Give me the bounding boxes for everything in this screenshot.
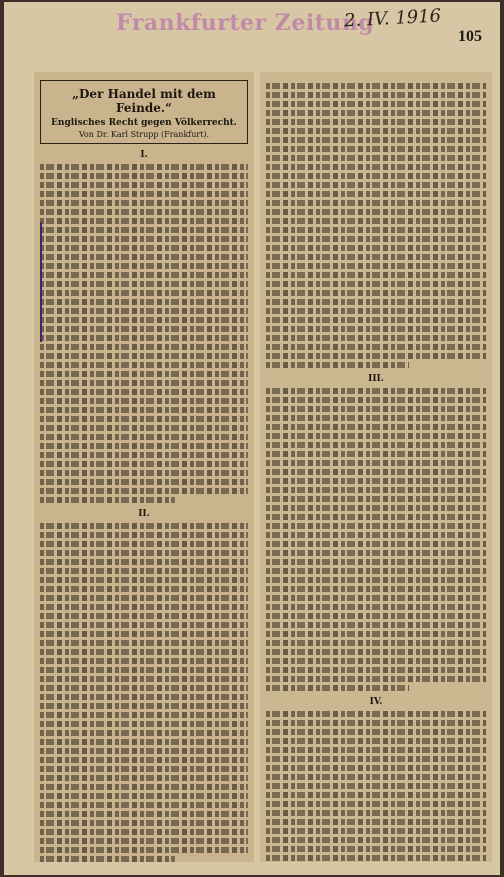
text-line: [40, 667, 248, 673]
text-line: [266, 128, 486, 134]
text-line: [40, 479, 248, 485]
text-line: [40, 443, 248, 449]
text-line: [40, 425, 248, 431]
section-heading-2: II.: [138, 509, 150, 519]
text-line: [40, 532, 248, 538]
text-line: [40, 586, 248, 592]
text-line: [266, 137, 486, 143]
text-line: [40, 829, 248, 835]
text-line: [266, 245, 486, 251]
page-number: 105: [458, 28, 482, 45]
text-line: [40, 748, 248, 754]
text-line: [266, 191, 486, 197]
text-line: [266, 649, 486, 655]
text-line: [40, 793, 248, 799]
text-line: [266, 846, 486, 852]
text-line: [40, 685, 248, 691]
text-line: [266, 586, 486, 592]
text-line: [266, 514, 486, 520]
article-subtitle: Englisches Recht gegen Völkerrecht.: [51, 118, 237, 128]
text-line: [40, 272, 248, 278]
text-line: [266, 460, 486, 466]
text-line: [40, 613, 248, 619]
text-line: [266, 505, 486, 511]
text-line: [266, 478, 486, 484]
text-line: [40, 263, 248, 269]
text-line: [266, 550, 486, 556]
text-line: [266, 272, 486, 278]
article-title: „Der Handel mit dem Feinde.“: [72, 87, 216, 115]
text-line: [40, 326, 248, 332]
text-line: [266, 559, 486, 565]
text-line: [266, 523, 486, 529]
text-line: [266, 101, 486, 107]
text-line: [266, 83, 486, 89]
text-line: [266, 774, 486, 780]
text-line: [40, 775, 248, 781]
text-line: [40, 164, 248, 170]
text-line: [40, 631, 248, 637]
text-line: [266, 263, 486, 269]
text-line: [266, 209, 486, 215]
text-line: [40, 595, 248, 601]
text-line: [266, 388, 486, 394]
text-line: [40, 802, 248, 808]
text-line: [40, 640, 248, 646]
text-line: [266, 218, 486, 224]
text-line: [266, 173, 486, 179]
text-line: [266, 595, 486, 601]
text-line: [40, 766, 248, 772]
text-line: [40, 290, 248, 296]
text-line: [40, 703, 248, 709]
text-line: [40, 541, 248, 547]
article-byline: Von Dr. Karl Strupp (Frankfurt).: [78, 130, 210, 139]
text-line: [40, 730, 248, 736]
text-line: [266, 855, 486, 861]
text-line: [40, 371, 248, 377]
text-line: [40, 523, 248, 529]
handwritten-date: 2. IV. 1916: [343, 5, 442, 32]
margin-pencil-mark: [40, 222, 52, 342]
text-line: [266, 281, 486, 287]
text-line: [266, 711, 486, 717]
text-line: [40, 299, 248, 305]
section-2-text: [34, 523, 254, 862]
section-heading-1: I.: [140, 150, 148, 160]
text-line: [266, 415, 486, 421]
section-1-text: [34, 164, 254, 503]
text-line: [266, 397, 486, 403]
text-line: [40, 757, 248, 763]
page-header: [4, 2, 500, 62]
text-line: [266, 326, 486, 332]
text-line: [40, 236, 248, 242]
text-line: [40, 227, 248, 233]
text-line: [40, 739, 248, 745]
section-4-text: [260, 711, 492, 862]
text-line: [266, 406, 486, 412]
text-line: [266, 658, 486, 664]
text-line: [266, 182, 486, 188]
newspaper-masthead: Frankfurter Zeitung: [116, 10, 375, 36]
text-line: [266, 837, 486, 843]
text-line: [266, 738, 486, 744]
text-line: [266, 442, 486, 448]
text-line: [266, 254, 486, 260]
text-line: [266, 424, 486, 430]
text-line: [266, 451, 486, 457]
text-line: [266, 362, 409, 368]
text-line: [40, 712, 248, 718]
text-line: [266, 92, 486, 98]
text-line: [40, 622, 248, 628]
text-line: [266, 622, 486, 628]
article-clipping-left-column: [34, 72, 254, 862]
section-3-text: [260, 388, 492, 691]
text-line: [40, 721, 248, 727]
text-line: [40, 604, 248, 610]
text-line: [266, 487, 486, 493]
text-line: [266, 200, 486, 206]
text-line: [40, 658, 248, 664]
text-line: [40, 568, 248, 574]
text-line: [40, 434, 248, 440]
text-line: [266, 792, 486, 798]
text-line: [40, 470, 248, 476]
text-line: [40, 182, 248, 188]
text-line: [266, 146, 486, 152]
text-line: [40, 820, 248, 826]
text-line: [40, 649, 248, 655]
text-line: [40, 335, 248, 341]
text-line: [266, 110, 486, 116]
text-line: [40, 838, 248, 844]
text-line: [40, 209, 248, 215]
text-line: [266, 801, 486, 807]
text-line: [40, 389, 248, 395]
text-line: [40, 694, 248, 700]
text-line: [40, 488, 248, 494]
text-line: [40, 317, 248, 323]
section-heading-3: III.: [368, 374, 384, 384]
text-line: [40, 191, 248, 197]
text-line: [266, 496, 486, 502]
text-line: [266, 227, 486, 233]
text-line: [266, 819, 486, 825]
section-heading-4: IV.: [369, 697, 383, 707]
text-line: [266, 308, 486, 314]
newspaper-page: [4, 2, 500, 875]
text-line: [266, 119, 486, 125]
text-line: [266, 353, 486, 359]
right-column-text-top: [260, 72, 492, 368]
text-line: [266, 631, 486, 637]
text-line: [266, 299, 486, 305]
text-line: [40, 344, 248, 350]
text-line: [40, 676, 248, 682]
text-line: [266, 335, 486, 341]
text-line: [40, 281, 248, 287]
text-line: [40, 811, 248, 817]
text-line: [266, 164, 486, 170]
text-line: [266, 640, 486, 646]
text-line: [266, 783, 486, 789]
article-clipping-right-column: [260, 72, 492, 862]
text-line: [266, 828, 486, 834]
text-line: [40, 200, 248, 206]
text-line: [40, 550, 248, 556]
text-line: [40, 245, 248, 251]
text-line: [40, 353, 248, 359]
text-line: [266, 765, 486, 771]
text-line: [40, 497, 175, 503]
text-line: [40, 407, 248, 413]
text-line: [266, 317, 486, 323]
text-line: [266, 756, 486, 762]
text-line: [266, 720, 486, 726]
text-line: [40, 461, 248, 467]
text-line: [40, 847, 248, 853]
text-line: [40, 398, 248, 404]
text-line: [266, 290, 486, 296]
text-line: [40, 362, 248, 368]
text-line: [266, 568, 486, 574]
text-line: [266, 604, 486, 610]
text-line: [266, 747, 486, 753]
text-line: [266, 532, 486, 538]
article-title-box: [40, 80, 248, 144]
text-line: [266, 577, 486, 583]
text-line: [40, 559, 248, 565]
text-line: [40, 784, 248, 790]
text-line: [40, 856, 175, 862]
text-line: [266, 685, 409, 691]
text-line: [266, 541, 486, 547]
text-line: [40, 452, 248, 458]
text-line: [266, 729, 486, 735]
text-line: [266, 155, 486, 161]
text-line: [266, 667, 486, 673]
text-line: [40, 173, 248, 179]
text-line: [266, 236, 486, 242]
text-line: [40, 380, 248, 386]
text-line: [266, 613, 486, 619]
text-line: [40, 218, 248, 224]
text-line: [266, 810, 486, 816]
text-line: [266, 433, 486, 439]
text-line: [40, 416, 248, 422]
text-line: [266, 469, 486, 475]
text-line: [266, 344, 486, 350]
text-line: [40, 577, 248, 583]
text-line: [266, 676, 486, 682]
text-line: [40, 254, 248, 260]
text-line: [40, 308, 248, 314]
